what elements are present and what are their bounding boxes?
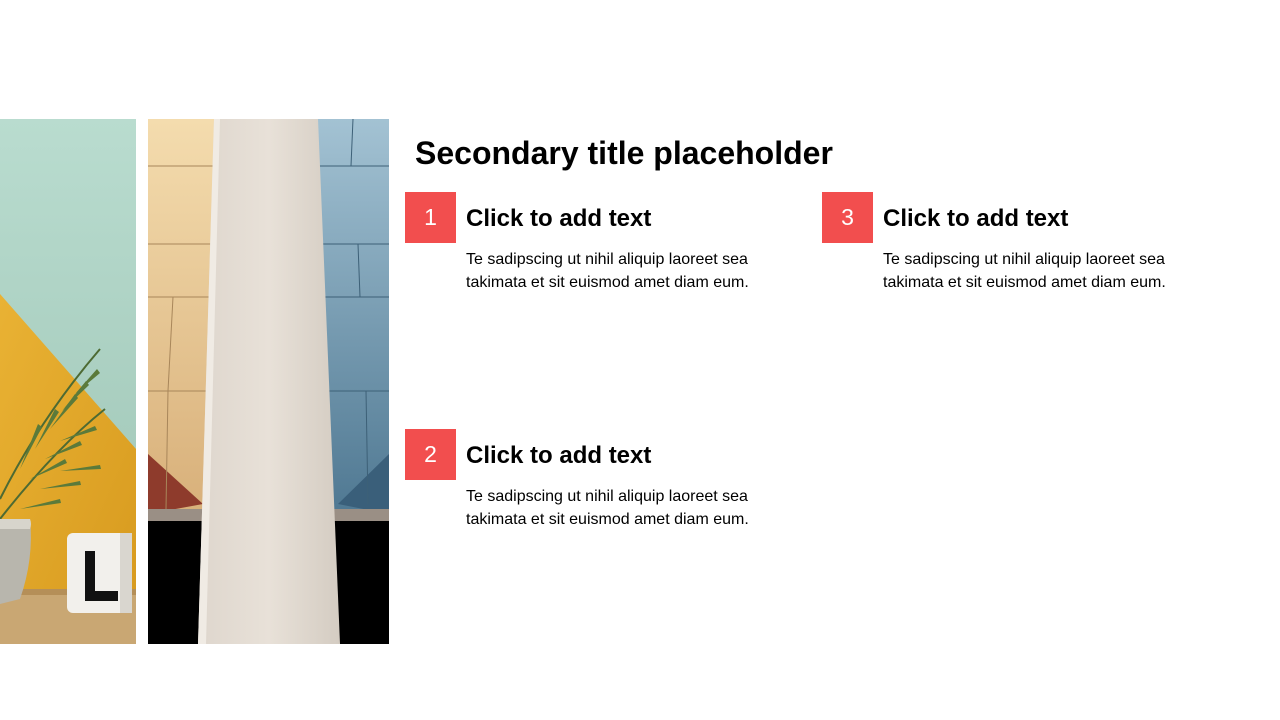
- item-heading[interactable]: Click to add text: [466, 442, 652, 469]
- list-item-1: [405, 192, 775, 302]
- item-body-text[interactable]: Te sadipscing ut nihil aliquip laoreet sea takimata et sit euismod amet diam eum.: [466, 251, 749, 291]
- item-heading[interactable]: Click to add text: [883, 205, 1069, 232]
- slide-title: Secondary title placeholder: [415, 135, 833, 171]
- architecture-illustration: [148, 119, 389, 644]
- item-body-text[interactable]: Te sadipscing ut nihil aliquip laoreet sea takimata et sit euismod amet diam eum.: [883, 251, 1166, 291]
- item-body-text[interactable]: Te sadipscing ut nihil aliquip laoreet sea takimata et sit euismod amet diam eum.: [466, 488, 749, 528]
- number-badge: 1: [405, 192, 456, 243]
- plant-vase-illustration: [0, 119, 136, 644]
- number-badge: 2: [405, 429, 456, 480]
- plant-vase-letter-photo: [0, 119, 136, 644]
- number-badge: 3: [822, 192, 873, 243]
- architecture-column-photo: [148, 119, 389, 644]
- item-heading[interactable]: Click to add text: [466, 205, 652, 232]
- list-item-3: [822, 192, 1192, 302]
- list-item-2: [405, 429, 775, 539]
